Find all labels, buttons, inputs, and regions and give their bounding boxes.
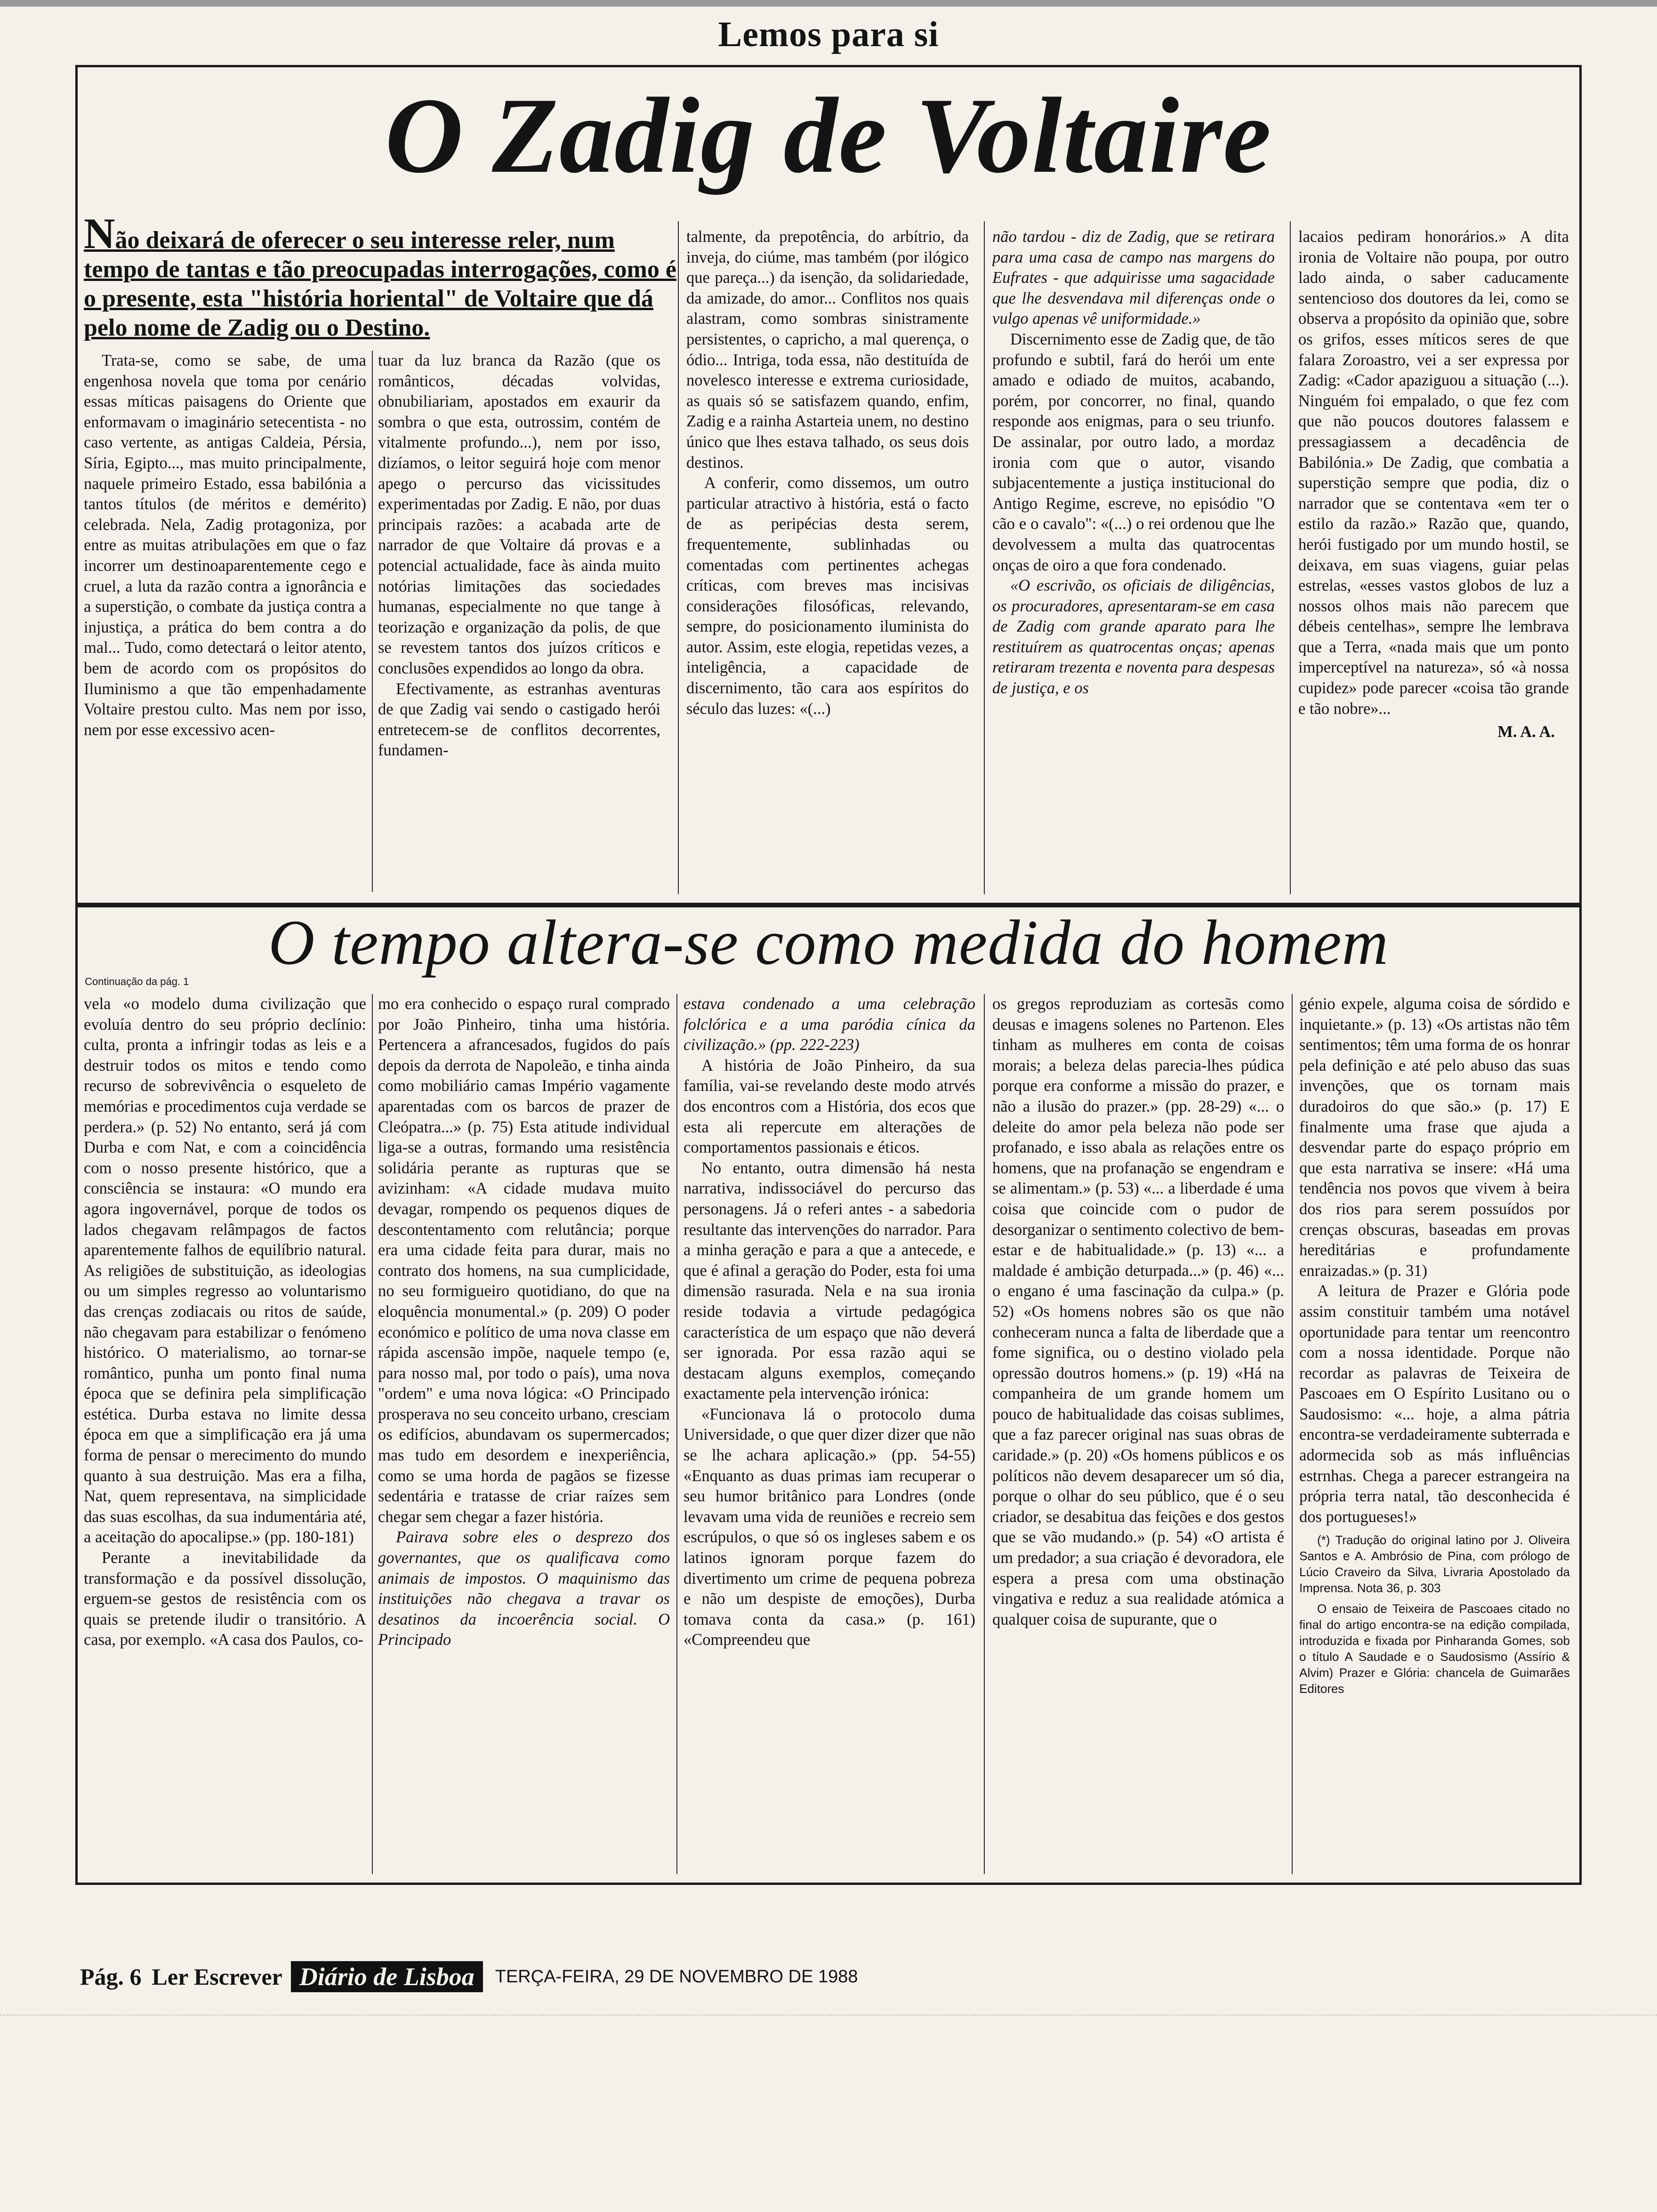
column-rule — [676, 994, 677, 1874]
article2-col2-text: mo era conhecido o espaço rural comprado por João Pinheiro, tinha uma história. Pertencera a afrancesados, fugidos do país depois da derrota de Napoleão, e tinha ainda como mobiliário camas Império vagamente aparentadas com os barcos de prazer de Cleópatra...» (p. 75) Esta atitude individual liga-se a outras, formando uma resistência solidária perante as rupturas que se avizinham: «A cidade mudava muito devagar, rompendo os pequenos diques de descontentamento com relutância; porque era uma cidade feita para durar, mais no contrato dos homens, na sua cumplicidade, no seu formigueiro quotidiano, do que na eloquência monumental.» (p. 209) O poder económico e político de uma nova classe em rápida ascensão impõe, naquele tempo (e, para nosso mal, por todo o país), uma nova "ordem" e uma nova lógica: «O Principado prosperava no seu conceito urbano, cresciam os edifícios, abundavam os supermercados; mas tudo em desordem e inexperiência, como se uma horda de pagãos se fizesse sedentária e tratasse de criar raízes sem chegar sem chegar a fazer história. — [378, 995, 670, 1526]
article1-col1-text: Trata-se, como se sabe, de uma engenhosa novela que toma por cenário essas míticas paisagens do Oriente que enformavam o imaginário setecentista - no caso vertente, as antigas Caldeia, Pérsia, Síria, Egipto..., mas muito principalmente, naquele primeiro Estado, essa babilónia a tantos títulos (de méritos e demérito) celebrada. Nela, Zadig protagoniza, por entre as muitas atribulações em que o faz incorrer um destinoaparentemente cego e cruel, a luta da razão contra a ignorância e a superstição, o combate da justiça contra a injustiça, a prática do bem contra a do mal... Tudo, como detectará o leitor atento, bem de acordo com os propósitos do Iluminismo a que tão empenhadamente Voltaire prestou culto. Mas nem por isso, nem por esse excessivo acen- — [84, 352, 366, 739]
article1-column-5 — [1298, 227, 1569, 900]
column-rule — [1292, 994, 1293, 1874]
article1-col3-text: A conferir, como dissemos, um outro particular atractivo à história, está o facto de as peripécias desta serem, frequentemente, sublinhadas ou comentadas com pertinentes achegas críticas, com breves mas incisivas considerações filosóficas, relevando, sempre, do posicionamento iluminista do autor. Assim, este elogia, repetidas vezes, a inteligência, a capacidade de discernimento, tão cara aos espíritos do século das luzes: «(...) — [686, 474, 969, 718]
article2-col1-text: vela «o modelo duma civilização que evoluía dentro do seu próprio declínio: culta, pronta a infringir todas as leis e a destruir todos os mitos e tendo como recurso de sobrevivência o esqueleto de memórias e procedimentos cuja verdade se perdera.» (p. 52) No entanto, será já com Durba e com Nat, e com a coincidência com o nosso presente histórico, que a consciência se instaura: «O mundo era agora ingovernável, porque de todos os lados chegavam relâmpagos de factos aparentemente falhos de equilíbrio natural. As religiões de substituição, as ideologias ou um simples regresso ao voluntarismo das crenças zodiacais ou ritos de saúde, não chegavam para estabilizar o fenómeno histórico. O materialismo, ao tornar-se romântico, punha um ponto final numa época que se definira pela simplificação estética. Durba estava no limite dessa época em que a simplificação era já uma forma de pensar o merecimento do mundo quanto à sua destruição. Mas era a filha, Nat, quem representava, na simplicidade das suas escolhas, da sua indumentária até, a aceitação do apocalipse.» (pp. 180-181) — [84, 995, 366, 1547]
article1-col4-text: Discernimento esse de Zadig que, de tão profundo e subtil, fará do herói um ente amado e odiado de muitos, acabando, porém, por concorrer, no final, quando responde aos enigmas, para o seu triunfo. De assinalar, por outro lado, a mordaz ironia com que o autor, visando subjacentemente a justiça institucional do Antigo Regime, escreve, no episódio "O cão e o cavalo": «(...) o rei ordenou que lhe devolvessem a multa das quatrocentas onças de oiro a que fora condenado. — [992, 330, 1275, 574]
top-rule — [0, 0, 1657, 7]
article2-column-5 — [1299, 994, 1570, 1879]
article1-col2-text: Efectivamente, as estranhas aventuras de que Zadig vai sendo o castigado herói entretecem-se de conflitos decorrentes, fundamen- — [378, 680, 660, 760]
article2-col1-text: Perante a inevitabilidade da transformação e da possível dissolução, erguem-se gestos de resistência com os quais se pretende iludir o transitório. A casa, por exemplo. «A casa dos Paulos, co- — [84, 1549, 366, 1649]
article2-col5-text: génio expele, alguma coisa de sórdido e inquietante.» (p. 13) «Os artistas não têm sentimentos; têm uma forma de os honrar pela definição e até pelo abuso das suas invenções, que os tornam mais duradoiros do que são.» (p. 17) E finalmente uma frase que ajuda a desvendar parte do espaço próprio em que esta narrativa se insere: «Há uma tendência nos povos que vivem à beira dos rios para serem possuídos por crenças obscuras, baseadas em provas hereditárias e profundamente enraizadas.» (p. 31) — [1299, 995, 1570, 1280]
lead-initial: N — [84, 209, 115, 257]
article1-column-2 — [378, 351, 660, 901]
footer-section: Ler Escrever — [152, 1964, 282, 1990]
article1-column-1 — [84, 351, 366, 901]
page-number: Pág. 6 — [80, 1964, 142, 1990]
article2-column-2 — [378, 994, 670, 1879]
article2-title: O tempo altera-se como medida do homem — [268, 907, 1389, 978]
continuation-label: Continuação da pág. 1 — [85, 976, 189, 987]
article1-col2-text: tuar da luz branca da Razão (que os românticos, décadas volvidas, obnubiliariam, apostados em exaurir da sombra o que esta, outrossim, contém de vitalmente profundo...), nem por isso, dizíamos, o leitor seguirá hoje com menor apego o percurso das vicissitudes experimentadas por Zadig. E não, por duas principais razões: a acabada arte de narrador de que Voltaire dá provas e a potencial actualidade, face às ainda muito notórias limitações das sociedades humanas, especialmente no que tange à teorização e organização da polis, de que se revestem tantos dos juízos críticos e conclusões expendidos ao longo da obra. — [378, 352, 660, 677]
article2-column-1 — [84, 994, 366, 1879]
article2-col2-text: Pairava sobre eles o desprezo dos governantes, que os qualificava como animais de impostos. O maquinismo das instituições não chegava a travar os desatinos da incoerência social. O Principado — [378, 1528, 670, 1649]
column-rule — [678, 221, 679, 894]
article1-col5-text: lacaios pediram honorários.» A dita ironia de Voltaire não poupa, por outro lado ainda, o saber caducamente sentencioso dos doutores da lei, como se observa a propósito da opinião que, sobre os grifos, esses míticos seres de que falara Zoroastro, vei a ser expressa por Zadig: «Cador apaziguou a situação (...). Ninguém foi empalado, o que fez com que não poucos doutores falassem e pressagiassem a decadência de Babilónia.» De Zadig, que combatia a superstição sempre que podia, diz o narrador que se contentava «em ter o estilo da razão.» Razão que, quando, herói fustigado por um mundo hostil, se deixava, em suas viagens, guiar pelas estrelas, «esses vastos globos de luz a nossos olhos mais não parecem que débeis centelhas», sempre lhe lembrava que a Terra, «nada mais que um ponto imperceptível na natureza», só «à nossa cupidez» pode parecer «coisa tão grande e tão nobre»... — [1298, 228, 1569, 718]
article2-column-3 — [684, 994, 975, 1879]
masthead-logo: Diário de Lisboa — [291, 1961, 483, 1992]
footnote: O ensaio de Teixeira de Pascoaes citado no final do artigo encontra-se na edição compilada, introduzida e fixada por Pinharanda Gomes, sob o título A Saudade e o Saudosismo (Assírio & Alvim) Prazer e Glória: chancela de Guimarães Editores — [1299, 1602, 1570, 1696]
footnote: (*) Tradução do original latino por J. Oliveira Santos e A. Ambrósio de Pina, com prólogo de Lúcio Craveiro da Silva, Livraria Apostolado da Imprensa. Nota 36, p. 303 — [1299, 1533, 1570, 1595]
article1-col4-quote: «O escrivão, os oficiais de diligências, os procuradores, apresentaram-se em casa de Zadig com grande aparato para lhe restituírem as quatrocentas onças; apenas retiraram trezenta e noventa para despesas de justiça, e os — [992, 577, 1275, 697]
column-rule — [984, 221, 985, 894]
article1-col4-quote: não tardou - diz de Zadig, que se retirara para uma casa de campo nas margens do Eufrates - que adquirisse uma sagacidade que lhe desvendava mil diferenças onde o vulgo apenas vê uniformidade.» — [992, 228, 1275, 328]
article2-col5-text: A leitura de Prazer e Glória pode assim constituir também uma notável oportunidade para tentar um reencontro com a nossa identidade. Porque não recordar as palavras de Teixeira de Pascoaes em O Espírito Lusitano ou o Saudosismo: «... hoje, a alma pátria encontra-se verdadeiramente subterrada e adormecida sob as más influências estrnhas. Chega a parecer estrangeira na própria terra natal, tão desconhecida é dos portugueses!» — [1299, 1282, 1570, 1526]
article2-col3-text: «Funcionava lá o protocolo duma Universidade, o que quer dizer dizer que não se lhe achara aplicação.» (pp. 54-55) «Enquanto as duas primas iam recuperar o seu humor britânico para Londres (onde levavam uma vida de reuniões e recreio sem escrúpulos, o que só os ingleses sabem e os latinos ignoram porque fazem do divertimento um crime de pequena pobreza e não um despiste de emoções), Durba tomava conta da casa.» (p. 161) «Compreendeu que — [684, 1405, 975, 1649]
article2-notes — [1299, 1532, 1570, 1697]
column-rule — [1290, 221, 1291, 894]
bottom-dotted-rule — [0, 2014, 1657, 2019]
lead-text: ão deixará de oferecer o seu interesse reler, num tempo de tantas e tão preocupadas interrogações, como é o presente, esta "história horiental" de Voltaire que dá pelo nome de Zadig ou o Destino. — [84, 227, 676, 341]
article1-byline: M. A. A. — [1497, 723, 1555, 741]
article1-col3-text: talmente, da prepotência, do arbítrio, da inveja, do ciúme, mas também (por ilógico que pareça...) da isenção, da solidariedade, da amizade, do amor... Conflitos nos quais alastram, como sombras sinistramente persistentes, o capricho, a mal querença, o ódio... Intriga, toda essa, não destituída de novelesco interesse e extrema curiosidade, as quais só se satisfazem quando, enfim, Zadig e a rainha Astarteia unem, no destino único que lhes estava talhado, os seus dois destinos. — [686, 228, 969, 472]
article2-col4-text: os gregos reproduziam as cortesãs como deusas e imagens solenes no Partenon. Eles tinham as mulheres em conta de coisas morais; a beleza delas parecia-lhes púdica porque era conforme a missão do prazer, e não a ilusão do prazer.» (pp. 28-29) «... o deleite do amor pela beleza não pode ser profanado, e isso abala as relações entre os homens, que na profanação se engendram e se alimentam.» (p. 53) «... a liberdade é uma coisa que coincide com o pudor de desorganizar o sentimento colectivo de bem-estar e de habitualidade.» (p. 13) «... a maldade é ambição deturpada...» (p. 46) «... o engano é uma fascinação da culpa.» (p. 52) «Os homens nobres são os que não conheceram nunca a falta de liberdade que a fome significa, ou o destino violado pela opressão doutros homens.» (p. 19) «Há na companheira de um grande homem um pouco de habitualidade das coisas sublimes, que a faz parecer original nas suas obras de caridade.» (p. 20) «Os homens públicos e os políticos não devem desaparecer um só dia, porque o olhar do seu público, que é o seu criador, se desabitua das feições e dos gestos que se vão mudando.» (p. 54) «O artista é um predador; a sua criação é devoradora, ele espera a presa com uma obstinação vingativa e reduz a sua realidade atómica a qualquer coisa de supurante, que o — [992, 995, 1284, 1628]
article1-lead — [84, 209, 679, 343]
article2-col3-text: A história de João Pinheiro, da sua família, vai-se revelando deste modo atrvés dos encontros com a História, dos ecos que esta ali repercute em alterações de comportamentos passionais e éticos. — [684, 1056, 975, 1157]
article2-column-4 — [992, 994, 1284, 1879]
section-heading: Lemos para si — [718, 15, 939, 54]
page-footer — [80, 1958, 858, 1996]
column-rule — [372, 994, 373, 1874]
column-rule — [984, 994, 985, 1874]
article1-column-4 — [992, 227, 1275, 900]
footer-date: TERÇA-FEIRA, 29 DE NOVEMBRO DE 1988 — [495, 1966, 858, 1987]
article1-column-3 — [686, 227, 969, 900]
article2-col3-text: No entanto, outra dimensão há nesta narrativa, indissociável do percurso das personagens. Já o referi antes - a sabedoria resultante das intervenções do narrador. Para a minha geração e para a que a antecede, e que é afinal a geração do Poder, esta foi uma dimensão rasurada. Nela e na sua ironia reside todavia a virtude pedagógica característica de um espaço que não deverá ser ignorada. Por essa razão aqui se destacam alguns exemplos, começando exactamente pela intervenção irónica: — [684, 1159, 975, 1403]
article1-title: O Zadig de Voltaire — [385, 75, 1272, 195]
column-rule — [372, 351, 373, 892]
article2-col3-text: estava condenado a uma celebração folclórica e a uma paródia cínica da civilização.» (pp. 222-223) — [684, 995, 975, 1054]
